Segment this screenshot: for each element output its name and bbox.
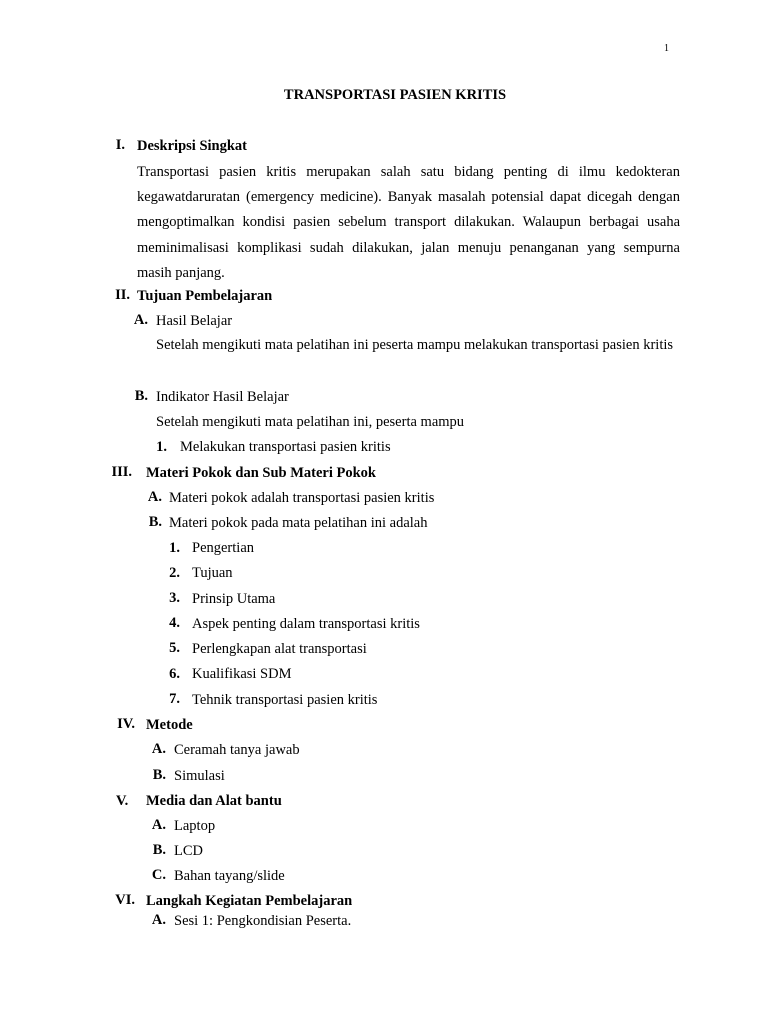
hasil-belajar-label: Hasil Belajar: [156, 313, 233, 329]
page-number: 1: [664, 43, 669, 54]
media-item: Laptop: [174, 818, 216, 834]
section-heading-tujuan: Tujuan Pembelajaran: [137, 288, 273, 304]
section-number: II.: [115, 287, 130, 303]
item-letter: B.: [152, 767, 166, 783]
item-number: 4.: [169, 615, 180, 631]
sub-materi-item: Kualifikasi SDM: [192, 666, 292, 682]
section-number: VI.: [115, 892, 135, 908]
item-letter: A.: [133, 312, 148, 328]
section-heading-langkah: Langkah Kegiatan Pembelajaran: [146, 893, 353, 909]
item-number: 2.: [169, 565, 180, 581]
media-item: Bahan tayang/slide: [174, 868, 285, 884]
section-number: III.: [111, 464, 132, 480]
sub-materi-item: Aspek penting dalam transportasi kritis: [192, 616, 420, 632]
materi-item: Materi pokok adalah transportasi pasien kritis: [169, 490, 435, 506]
sub-materi-item: Perlengkapan alat transportasi: [192, 641, 367, 657]
document-title: TRANSPORTASI PASIEN KRITIS: [283, 87, 507, 103]
media-item: LCD: [174, 843, 203, 859]
section-heading-materi: Materi Pokok dan Sub Materi Pokok: [146, 465, 376, 481]
item-number: 1.: [169, 540, 180, 556]
materi-item: Materi pokok pada mata pelatihan ini adalah: [169, 515, 428, 531]
item-letter: B.: [152, 842, 166, 858]
item-letter: C.: [151, 867, 166, 883]
item-number: 3.: [169, 590, 180, 606]
section-heading-media: Media dan Alat bantu: [146, 793, 282, 809]
indikator-item: Melakukan transportasi pasien kritis: [180, 439, 391, 455]
sub-materi-item: Tehnik transportasi pasien kritis: [192, 692, 378, 708]
metode-item: Simulasi: [174, 768, 225, 784]
description-paragraph: Transportasi pasien kritis merupakan salah satu bidang penting di ilmu kedokteran kegawatdaruratan (emergency medicine). Banyak masalah potensial dapat dicegah dengan mengoptimalkan kondisi pasien sebelum transport dilakukan. Walaupun berbagai usaha meminimalisasi komplikasi sudah dilakukan, jalan menuju penanganan yang sempurna masih panjang.: [137, 164, 680, 281]
item-number: 7.: [169, 691, 180, 707]
item-letter: A.: [151, 741, 166, 757]
section-number: I.: [115, 137, 125, 153]
sub-materi-item: Prinsip Utama: [192, 591, 276, 607]
section-heading-deskripsi: Deskripsi Singkat: [137, 138, 247, 154]
item-number: 6.: [169, 666, 180, 682]
hasil-belajar-text: Setelah mengikuti mata pelatihan ini peserta mampu melakukan transportasi pasien kritis: [156, 337, 674, 353]
item-letter: A.: [151, 817, 166, 833]
indikator-text: Setelah mengikuti mata pelatihan ini, peserta mampu: [156, 414, 465, 430]
item-number: 1.: [156, 439, 167, 455]
item-letter: B.: [148, 514, 162, 530]
sub-materi-item: Tujuan: [192, 565, 233, 581]
item-letter: B.: [134, 388, 148, 404]
item-letter: A.: [147, 489, 162, 505]
metode-item: Ceramah tanya jawab: [174, 742, 300, 758]
item-letter: A.: [151, 912, 166, 928]
langkah-item: Sesi 1: Pengkondisian Peserta.: [174, 913, 352, 929]
section-number: V.: [116, 793, 129, 809]
sub-materi-item: Pengertian: [192, 540, 255, 556]
section-heading-metode: Metode: [146, 717, 193, 733]
section-number: IV.: [117, 716, 135, 732]
item-number: 5.: [169, 640, 180, 656]
indikator-label: Indikator Hasil Belajar: [156, 389, 289, 405]
